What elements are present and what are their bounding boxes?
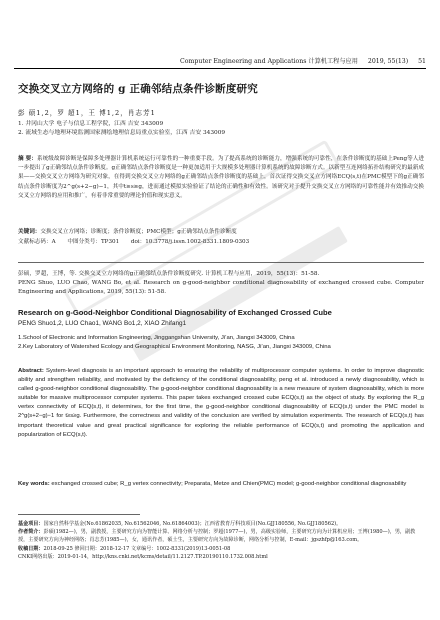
footnote-text: 彭硕(1982—)，男，副教授，主要研究方向为智能计算、网络分析与控制；罗超(1977—)，男，高级实验师，主要研究方向为计算机应用；王博(1980—)，男，副教授，主要研究方向为神经网络；肖志芳(1985—)，女，通讯作者，硕士生，主要研究方向为故障诊断，网络分析与控制，E-mail：jgszhfp@163.com。: [18, 529, 416, 544]
zh-affiliations: [18, 120, 424, 138]
citation-zh: 彭硕，罗超，王博，等. 交换交叉立方网络的g正确邻结点条件诊断度研究. 计算机工程与应用，2019，55(13)：51-58.: [18, 271, 320, 277]
citation-en: PENG Shuo, LUO Chao, WANG Bo, et al. Research on g-good-neighbor conditional diagnosability of exchanged crossed cube. Computer Engineering and Applications, 2019, 55(13): 51-58.: [18, 280, 424, 296]
footnotes: [18, 520, 424, 561]
en-affiliation-1: 1.School of Electronic and Information Engineering, Jinggangshan University, Ji’an, Jiangxi 343009, China: [18, 335, 295, 341]
footnote-dates: [18, 545, 424, 553]
zh-authors: 彭 硕1,2，罗 超1，王 博1,2，肖志芳1: [18, 109, 156, 117]
zh-keywords-label: 关键词：: [18, 229, 41, 235]
zh-affiliation-2: 2. 流域生态与地理环境监测国家测绘地理信息局重点实验室，江西 吉安 343009: [18, 130, 226, 136]
zh-abstract-text: 系统级故障诊断是保障多处理器计算机系统运行可靠性的一种重要手段。为了提高系统的诊断能力，增强系统的可靠性，在条件诊断度的基础上Peng等人进一步提出了g正确邻结点条件诊断度。g正确邻结点条件诊断度是一种更加适用于大规模多处理器计算机系统的故障诊断方式。以新型互连网络拓扑结构研究的最新成果——交换交叉立方网络为研究对象，在得到交换交叉立方网络的g正确邻结点条件诊断度的基础上，首次证得交换交叉立方网络ECQ(s,t)在PMC模型下的g正确邻结点条件诊断度为2^g(s+2−g)−1，其中t≥s≥g，进而通过模拟实验验证了结论的正确性和有效性。该研究对于提升交换交叉立方网络的可靠性能并有效推动交换交叉立方网络的应用和推广，有着非常重要的理论价值和现实意义。: [18, 156, 424, 199]
en-affiliation-2: 2.Key Laboratory of Watershed Ecology and Geographical Environment Monitoring, NASG, Ji’an, Jiangxi 343009, China: [18, 344, 331, 350]
en-abstract-text: System-level diagnosis is an important approach to ensuring the reliability of multiprocessor computer systems. In order to improve diagnostic ability and strengthen reliability, and motivated by the deficiency of the conditional diagnosability, peng et al. introduced a newly diagnosability, which is called g-good-neighbor conditional diagnosability. The g-good-neighbor conditional diagnosability is a new measure of system diagnosability, which is more suitable for massive multiprocessor computer systems. This paper takes exchanged crossed cube ECQ(s,t) as the object of study. By exploring the R_g vertex connectivity of ECQ(s,t), it determines, for the first time, the g-good-neighbor conditional diagnosability of ECQ(s,t) under the PMC model is 2^g(s+2−g)−1 for t≥s≥g. Furthermore, the correctness and validity of the conclusion are verified by simulation experiments. The research of ECQ(s,t) has important theoretical value and great practical significance for exploring the reliable performance of ECQ(s,t) and promoting the application and popularization of ECQ(s,t).: [18, 368, 424, 438]
footnote-text: CNKI网络出版：2019-01-14，http://kns.cnki.net/kcms/detail/11.2127.TP.20190110.1732.008.html: [18, 553, 268, 560]
section-divider: [18, 262, 424, 263]
en-title: Research on g-Good-Neighbor Conditional Diagnosability of Exchanged Crossed Cube: [18, 308, 332, 317]
en-authors: PENG Shuo1,2, LUO Chao1, WANG Bo1,2, XIAO Zhifang1: [18, 320, 187, 327]
footnote-text: 国家自然科学基金(No.61862035, No.61562046, No.61864003)；江西省教育厅科技项目(No.GJJ180556, No.GJJ180562)。: [43, 521, 342, 527]
en-abstract-label: Abstract:: [18, 368, 44, 374]
footnote-funding: [18, 520, 424, 528]
footnote-label: 作者简介：: [18, 529, 44, 536]
zh-title: 交换交叉立方网络的 g 正确邻结点条件诊断度研究: [18, 83, 258, 95]
page-number: 51: [418, 58, 426, 65]
en-abstract: [18, 367, 424, 440]
running-head: [14, 56, 426, 69]
zh-keywords-text: 交换交叉立方网络；诊断度；条件诊断度；PMC模型；g正确邻结点条件诊断度: [40, 229, 237, 235]
zh-abstract: [18, 155, 424, 201]
clc-number: 中图分类号：TP301: [67, 239, 120, 245]
doi: doi：10.3778/j.issn.1002-8331.1809-0303: [130, 239, 250, 245]
citation-block: [18, 270, 424, 298]
en-keywords-label: Key words:: [18, 481, 50, 487]
footnote-cnki: [18, 553, 424, 561]
en-affiliations: [18, 334, 424, 352]
zh-classification: [18, 238, 424, 247]
doc-code: 文献标志码：A: [18, 239, 56, 245]
en-keywords-text: exchanged crossed cube; R_g vertex connectivity; Preparata, Metze and Chien(PMC) model; g-good-neighbor conditional diagnosability: [51, 481, 407, 487]
footnote-rule: [18, 514, 140, 515]
footnote-authors: [18, 528, 424, 544]
footnote-label: 收稿日期：: [18, 545, 44, 552]
issue-info: 2019, 55(13): [367, 58, 409, 65]
en-keywords: [18, 480, 424, 489]
footnote-text: 2018-09-25 修回日期：2018-12-17 文章编号：1002-8331(2019)13-0051-08: [43, 545, 231, 552]
zh-keywords: [18, 228, 424, 237]
zh-affiliation-1: 1. 井冈山大学 电子与信息工程学院，江西 吉安 343009: [18, 121, 164, 127]
footnote-label: 基金项目：: [18, 521, 44, 527]
zh-abstract-label: 摘 要：: [18, 156, 37, 162]
journal-name: Computer Engineering and Applications 计算机工程与应用: [180, 58, 358, 65]
